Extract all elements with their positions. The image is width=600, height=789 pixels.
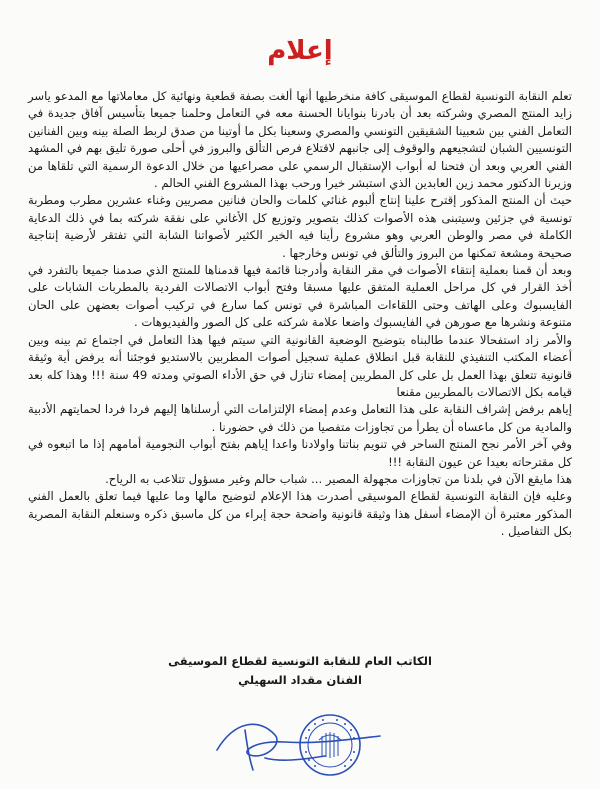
paragraph-3: وبعد أن قمنا بعملية إنتقاء الأصوات في مقر النقابة وأدرجنا قائمة فيها قدمناها للمنتج الذي صدمنا جميعا بالتفرد في أخذ القرار في كل مراحل العملية المتفق عليها مسبقا وفتح أبواب الاتصالات الفردية بالمطربات الشابات على الفايسبوك وعلى الهاتف وحتى اللقاءات المباشرة في تونس كما سارع في تركيب أصوات بعضهن على الحان متنوعة ونشرها مع صورهن في الفايسبوك واضعا علامة شركته على كل الصور والفيديوهات .	[28, 263, 572, 330]
round-stamp-icon	[300, 715, 360, 775]
handwritten-signature-icon	[217, 724, 380, 770]
paragraph-6: وفي آخر الأمر نجح المنتج الساحر في تنويم بناتنا واولادنا واعدا إياهم بفتح أبواب النجومية أمامهم إذا ما اتبعوه في كل مقترحاته بعيدا عن عيون النقابة !!!	[28, 437, 572, 469]
signature-block	[0, 652, 600, 690]
paragraph-2: حيث أن المنتج المذكور إقترح علينا إنتاج ألبوم غنائي كلمات والحان فنانين مصريين وغناء عشرين مطرب ومطربة تونسية في جزئين وسيتبنى هذه الأصوات كذلك بتصوير وتوزيع كل الأغاني على نفقة شركته بما في ذلك الدعاية الكاملة في مصر والوطن العربي وهو مشروع رأينا فيه الخير الكثير لأصواتنا الشابة التي تفتقر لأرضية إنتاجية صحيحة ومشعة تمكنها من البروز والتألق في تونس وخارجها .	[28, 193, 572, 260]
signatory-name: الفنان مقداد السهيلي	[238, 673, 362, 687]
paragraph-4: والأمر زاد استفحالا عندما طالبناه بتوضيح الوضعية القانونية التي سيتم فيها هذا التعامل في اجتماع تم بينه وبين أعضاء المكتب التنفيذي للنقابة قبل انطلاق عملية تسجيل أصوات المطربين بالاستديو فوجئنا أنه يرفض أية وثيقة قانونية تتعلق بهذا العمل بل على كل المطربين إمضاء تنازل في حق الأداء الصوتي ومدته 49 سنة !!! وهذا كله بعد قيامه بكل الاتصالات بالمطربين مقنعا	[28, 332, 573, 399]
document-title: إعلام	[267, 36, 333, 66]
paragraph-1: تعلم النقابة التونسية لقطاع الموسيقى كافة منخرطيها أنها ألغت بصفة قطعية ونهائية كل معاملاتها مع المدعو ياسر زايد المنتج المصري وشركته بعد أن بادرنا بنوايانا الحسنة معه في التعامل وحلمنا جميعا بتأسيس آفاق جديدة في التعامل الفني بين شعبينا الشقيقين التونسي والمصري وسعينا بكل ما أوتينا من صدق لربط الصلة بينه وبين الفنانين التونسيين الشبان لتشجيعهم والوقوف إلى جانبهم لاقتلاع فرص التألق والبروز في أحلى صورة تليق بهم في المشهد الفني العربي وبعد أن فتحنا له أبواب الإستقبال الرسمي على مصراعيها من خلال الدعوة الرسمية التي تلقاها من وزيرنا الدكتور محمد زين العابدين الذي استبشر خيرا ورحب بهذا المشروع الفني الحالم .	[28, 89, 572, 191]
official-stamp-icon	[205, 700, 405, 780]
document-body	[28, 88, 572, 541]
paragraph-5: إياهم برفض إشراف النقابة على هذا التعامل وعدم إمضاء الإلتزامات التي أرسلناها إليهم فردا فردا لحمايتهم الأدبية والمادية من كل ماعساه أن يطرأ من تجاوزات متفصيا من ذلك في حضورنا .	[28, 402, 572, 434]
stamp-and-signature	[205, 700, 405, 780]
signatory-title: الكاتب العام للنقابة التونسية لقطاع الموسيقى	[168, 654, 432, 668]
paragraph-8: وعليه فإن النقابة التونسية لقطاع الموسيقى أصدرت هذا الإعلام لتوضيح مالها وما عليها فيما تعلق بالعمل الفني المذكور معتبرة أن الإمضاء أسفل هذا وثيقة قانونية واضحة حجة إبراء من كل ماسبق ذكره وسنعلم النقابة المصرية بكل التفاصيل .	[28, 489, 572, 539]
paragraph-7: هذا مايقع الآن في بلدنا من تجاوزات مجهولة المصير ... شباب حالم وغير مسؤول تتلاعب به الرياح.	[105, 471, 572, 486]
